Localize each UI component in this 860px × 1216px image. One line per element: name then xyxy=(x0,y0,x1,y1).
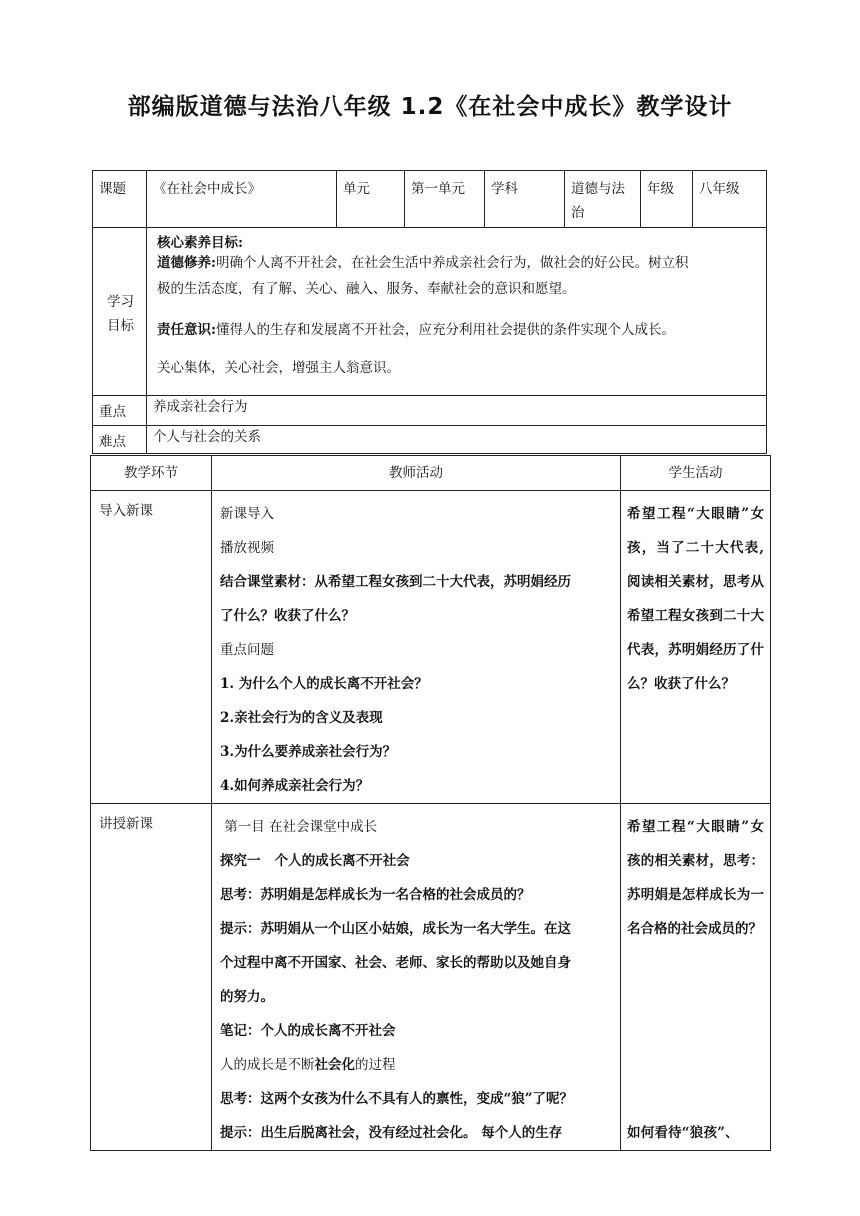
moral-text-2: 极的生活态度，有了解、关心、融入、服务、奉献社会的意识和愿望。 xyxy=(157,281,576,297)
teacher-line: 结合课堂素材：从希望工程女孩到二十大代表，苏明娟经历 xyxy=(220,574,571,590)
subject-value-line2: 治 xyxy=(571,205,585,221)
goals-heading: 核心素养目标: xyxy=(157,235,243,251)
subject-value-line1: 道德与法 xyxy=(571,181,625,197)
teacher-line: 人的成长是不断 xyxy=(220,1057,315,1073)
resp-text: 懂得人的生存和发展离不开社会，应充分利用社会提供的条件实现个人成长。 xyxy=(215,322,675,338)
header-teacher: 教师活动 xyxy=(212,456,621,491)
teacher-keyword: 社会化 xyxy=(314,1057,355,1073)
care-text: 关心集体，关心社会，增强主人翁意识。 xyxy=(157,360,400,376)
unit-value: 第一单元 xyxy=(405,171,485,228)
student-text-bottom: 如何看待“狼孩”、 xyxy=(627,1125,739,1141)
header-stage: 教学环节 xyxy=(91,456,212,491)
teacher-line: 探究一 个人的成长离不开社会 xyxy=(220,853,410,869)
difficulty-row xyxy=(93,426,767,454)
moral-label: 道德修养: xyxy=(157,255,216,271)
stage-intro: 导入新课 xyxy=(91,491,212,804)
student-text: 希望工程“大眼睛”女孩的相关素材，思考：苏明娟是怎样成长为一名合格的社会成员的？ xyxy=(627,819,764,937)
teacher-line: 了什么？收获了什么？ xyxy=(220,608,355,624)
focus-row xyxy=(93,396,767,426)
teacher-line: 第一目 在社会课堂中成长 xyxy=(220,819,378,835)
moral-text-1: 明确个人离不开社会，在社会生活中养成亲社会行为，做社会的好公民。树立积 xyxy=(215,255,689,271)
row-teach xyxy=(91,804,771,1151)
focus-text: 养成亲社会行为 xyxy=(147,396,767,426)
student-teach xyxy=(621,804,771,1151)
difficulty-text: 个人与社会的关系 xyxy=(147,426,767,454)
goals-label xyxy=(93,228,147,396)
teacher-line: 4.如何养成亲社会行为？ xyxy=(220,778,370,794)
unit-label: 单元 xyxy=(337,171,405,228)
teacher-line: 重点问题 xyxy=(220,642,274,658)
teacher-line: 2.亲社会行为的含义及表现 xyxy=(220,710,383,726)
difficulty-label: 难点 xyxy=(93,426,147,454)
resp-label: 责任意识: xyxy=(157,322,216,338)
info-row xyxy=(93,171,767,228)
teacher-line: 的努力。 xyxy=(220,989,274,1005)
goals-content xyxy=(147,228,767,396)
teacher-intro xyxy=(212,491,621,804)
topic-label: 课题 xyxy=(93,171,147,228)
teaching-process-table xyxy=(90,455,771,1151)
teacher-line: 3.为什么要养成亲社会行为？ xyxy=(220,744,397,760)
student-intro xyxy=(621,491,771,804)
teacher-line: 1. 为什么个人的成长离不开社会？ xyxy=(220,676,428,692)
subject-value xyxy=(565,171,641,228)
goals-row xyxy=(93,228,767,396)
teacher-line: 提示：出生后脱离社会，没有经过社会化。 每个人的生存 xyxy=(220,1125,563,1141)
header-student: 学生活动 xyxy=(621,456,771,491)
teacher-line: 播放视频 xyxy=(220,540,274,556)
teacher-teach xyxy=(212,804,621,1151)
lesson-info-table xyxy=(92,170,767,454)
header-row xyxy=(91,456,771,491)
stage-teach: 讲授新课 xyxy=(91,804,212,1151)
teacher-line: 的过程 xyxy=(355,1057,396,1073)
student-text: 希望工程“大眼睛”女孩，当了二十大代表,阅读相关素材，思考从希望工程女孩到二十大代表，苏明娟经历了什么？收获了什么？ xyxy=(627,506,764,692)
subject-label: 学科 xyxy=(485,171,565,228)
row-intro xyxy=(91,491,771,804)
goals-label-line2: 目标 xyxy=(107,317,134,334)
topic-value: 《在社会中成长》 xyxy=(147,171,337,228)
teacher-line: 新课导入 xyxy=(220,506,274,522)
teacher-line: 笔记：个人的成长离不开社会 xyxy=(220,1023,396,1039)
teacher-line: 提示：苏明娟从一个山区小姑娘，成长为一名大学生。在这 xyxy=(220,921,571,937)
document-title: 部编版道德与法治八年级 1.2《在社会中成长》教学设计 xyxy=(127,94,733,120)
teacher-line: 个过程中离不开国家、社会、老师、家长的帮助以及她自身 xyxy=(220,955,571,971)
grade-value: 八年级 xyxy=(693,171,767,228)
goals-label-line1: 学习 xyxy=(107,293,134,310)
teacher-line: 思考：苏明娟是怎样成长为一名合格的社会成员的？ xyxy=(220,887,531,903)
grade-label: 年级 xyxy=(641,171,693,228)
teacher-line: 思考：这两个女孩为什么不具有人的禀性，变成“狼”了呢？ xyxy=(220,1091,574,1107)
focus-label: 重点 xyxy=(93,396,147,426)
